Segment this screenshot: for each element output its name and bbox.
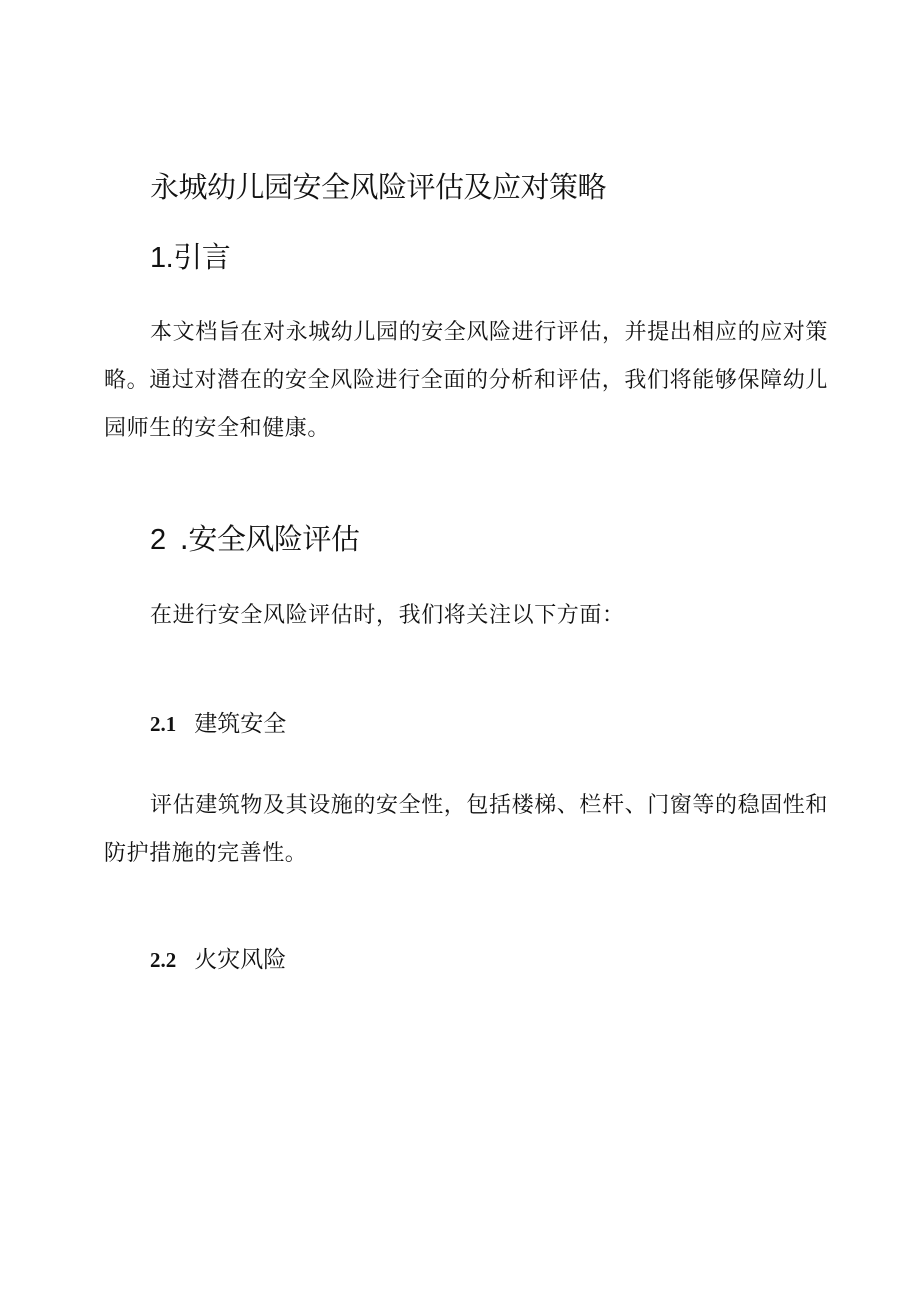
building-safety-paragraph: 评估建筑物及其设施的安全性，包括楼梯、栏杆、门窗等的稳固性和防护措施的完善性。	[104, 793, 829, 866]
section-number: 1.	[150, 242, 174, 274]
risk-assessment-paragraph: 在进行安全风险评估时，我们将关注以下方面：	[150, 603, 625, 628]
subsection-title: 建筑安全	[194, 711, 287, 737]
document-title: 永城幼儿园安全风险评估及应对策略	[150, 170, 607, 204]
section-heading-introduction	[150, 235, 230, 280]
subsection-number: 2.2	[150, 948, 177, 972]
introduction-paragraph: 本文档旨在对永城幼儿园的安全风险进行评估，并提出相应的应对策略。通过对潜在的安全风险进行全面的分析和评估，我们将能够保障幼儿园师生的安全和健康。	[104, 320, 829, 441]
section-heading-risk-assessment	[150, 517, 359, 562]
section-number: 2	[150, 524, 166, 556]
subsection-heading-building-safety	[150, 707, 286, 741]
subsection-title: 火灾风险	[194, 947, 287, 973]
section-title: 引言	[173, 240, 231, 274]
subsection-number: 2.1	[150, 712, 177, 736]
subsection-heading-fire-risk	[150, 943, 286, 977]
section-title: .安全风险评估	[179, 522, 360, 556]
